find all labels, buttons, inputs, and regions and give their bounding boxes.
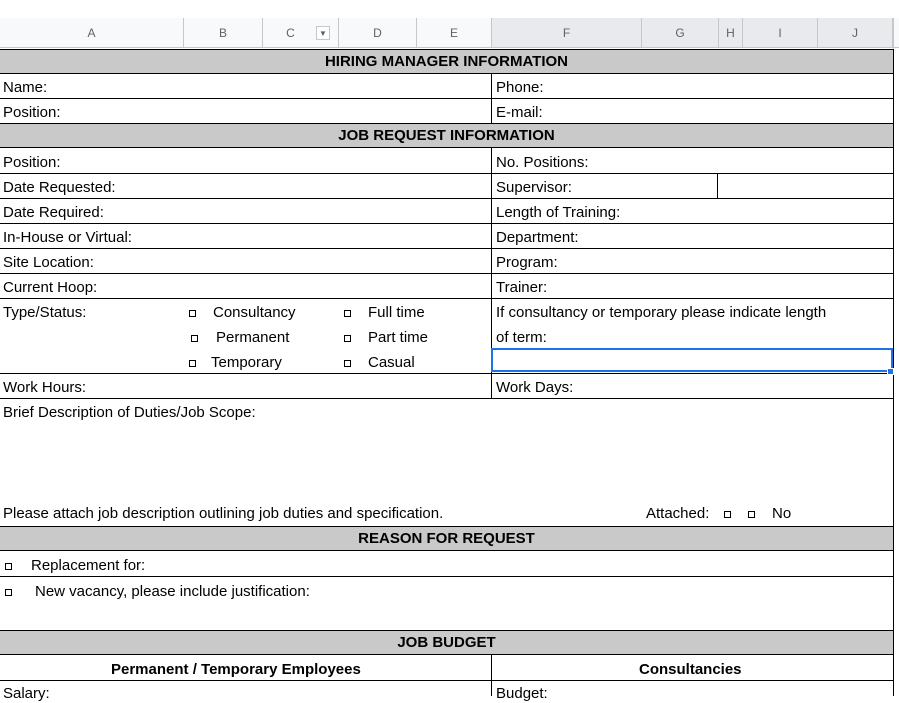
length-training-label[interactable]: Length of Training: — [496, 204, 621, 221]
column-divider — [491, 655, 492, 696]
row-border — [0, 576, 893, 577]
no-positions-label[interactable]: No. Positions: — [496, 154, 589, 171]
term-note-line-1[interactable]: If consultancy or temporary please indicate length — [496, 304, 827, 321]
row-border — [0, 98, 893, 99]
column-header-b[interactable]: B — [183, 18, 262, 48]
permanent-checkbox[interactable] — [191, 335, 198, 342]
replacement-checkbox[interactable] — [5, 563, 12, 570]
budget-label[interactable]: Budget: — [496, 685, 548, 702]
part-time-label: Part time — [368, 329, 429, 346]
row-border — [0, 198, 893, 199]
casual-checkbox[interactable] — [344, 360, 351, 367]
permanent-temporary-heading[interactable]: Permanent / Temporary Employees — [111, 661, 361, 678]
consultancies-heading[interactable]: Consultancies — [639, 661, 742, 678]
work-hours-label[interactable]: Work Hours: — [3, 379, 87, 396]
job-request-header[interactable]: JOB REQUEST INFORMATION — [0, 123, 893, 148]
row-border — [0, 173, 893, 174]
budget-header[interactable]: JOB BUDGET — [0, 630, 893, 655]
new-vacancy-checkbox[interactable] — [5, 589, 12, 596]
email-label[interactable]: E-mail: — [496, 104, 543, 121]
column-header-g[interactable]: G — [641, 18, 718, 48]
full-time-checkbox[interactable] — [344, 310, 351, 317]
temporary-label: Temporary — [211, 354, 282, 371]
replacement-label[interactable]: Replacement for: — [31, 557, 146, 574]
consultancy-checkbox[interactable] — [189, 310, 196, 317]
column-header-i[interactable]: I — [742, 18, 817, 48]
salary-label[interactable]: Salary: — [3, 685, 50, 702]
full-time-label: Full time — [368, 304, 425, 321]
row-border — [0, 298, 893, 299]
program-label[interactable]: Program: — [496, 254, 558, 271]
column-header-j[interactable]: J — [817, 18, 893, 48]
trainer-label[interactable]: Trainer: — [496, 279, 548, 296]
column-header-h[interactable]: H — [718, 18, 742, 48]
supervisor-label[interactable]: Supervisor: — [496, 179, 572, 196]
selected-cell[interactable] — [491, 348, 893, 372]
part-time-checkbox[interactable] — [344, 335, 351, 342]
attached-yes-checkbox[interactable] — [724, 511, 731, 518]
name-label[interactable]: Name: — [3, 79, 48, 96]
column-header-f[interactable]: F — [491, 18, 641, 48]
site-location-label[interactable]: Site Location: — [3, 254, 94, 271]
casual-label: Casual — [368, 354, 415, 371]
brief-description-label[interactable]: Brief Description of Duties/Job Scope: — [3, 404, 256, 421]
filter-dropdown-icon[interactable]: ▼ — [316, 26, 330, 40]
term-note-line-2[interactable]: of term: — [496, 329, 547, 346]
consultancy-label: Consultancy — [213, 304, 296, 321]
column-header-e[interactable]: E — [416, 18, 491, 48]
column-header-c[interactable]: C — [262, 18, 338, 48]
toolbar-strip — [0, 0, 899, 18]
job-position-label[interactable]: Position: — [3, 154, 61, 171]
row-border — [0, 273, 893, 274]
attach-note[interactable]: Please attach job description outlining job duties and specification. — [3, 505, 444, 522]
column-header-k — [893, 18, 899, 48]
row-border — [0, 223, 893, 224]
row-border — [0, 680, 893, 681]
attached-no-checkbox[interactable] — [748, 511, 755, 518]
position-label[interactable]: Position: — [3, 104, 61, 121]
reason-header[interactable]: REASON FOR REQUEST — [0, 526, 893, 551]
row-border — [0, 398, 893, 399]
inhouse-virtual-label[interactable]: In-House or Virtual: — [3, 229, 132, 246]
attached-label: Attached: — [646, 505, 710, 522]
date-requested-label[interactable]: Date Requested: — [3, 179, 116, 196]
attached-no-label: No — [772, 505, 792, 522]
temporary-checkbox[interactable] — [189, 360, 196, 367]
work-days-label[interactable]: Work Days: — [496, 379, 574, 396]
date-required-label[interactable]: Date Required: — [3, 204, 104, 221]
hiring-manager-header[interactable]: HIRING MANAGER INFORMATION — [0, 49, 893, 74]
new-vacancy-label[interactable]: New vacancy, please include justification: — [35, 583, 310, 600]
supervisor-cell-divider — [717, 173, 718, 198]
column-header-a[interactable]: A — [0, 18, 183, 48]
department-label[interactable]: Department: — [496, 229, 579, 246]
row-border — [0, 373, 893, 374]
permanent-label: Permanent — [216, 329, 290, 346]
current-hoop-label[interactable]: Current Hoop: — [3, 279, 98, 296]
type-status-label[interactable]: Type/Status: — [3, 304, 87, 321]
column-divider — [491, 74, 492, 123]
phone-label[interactable]: Phone: — [496, 79, 544, 96]
fill-handle[interactable] — [887, 368, 894, 375]
column-header-d[interactable]: D — [338, 18, 416, 48]
row-border — [0, 248, 893, 249]
